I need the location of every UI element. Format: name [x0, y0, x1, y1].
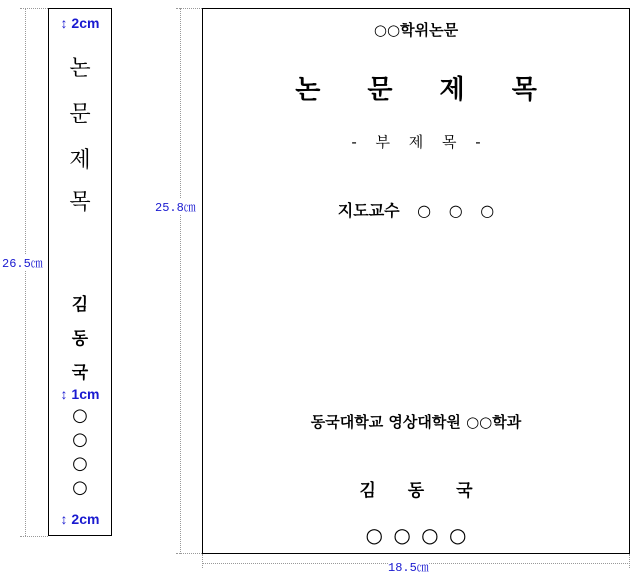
advisor-line: 지도교수 ○ ○ ○: [337, 201, 495, 220]
thesis-subtitle: - 부 제 목 -: [351, 133, 481, 151]
degree-label: ○○학위논문: [373, 21, 459, 39]
author-name: 김 동 국: [359, 481, 473, 501]
thesis-title: 논 문 제 목: [295, 75, 537, 105]
cover-height-label: 25.8㎝: [155, 198, 196, 215]
student-id-circles: ○ ○ ○ ○: [365, 523, 467, 547]
spine-circle: ○: [72, 429, 88, 450]
spine-bottom-margin-label: ↕ 2cm: [60, 511, 100, 527]
spine-name-char: 국: [71, 363, 89, 383]
spine-title-char: 논: [69, 56, 91, 81]
spine-name-char: 동: [71, 329, 89, 349]
spine-circle: ○: [72, 405, 88, 426]
school-line: 동국대학교 영상대학원 ○○학과: [310, 413, 522, 431]
book-cover: [202, 8, 630, 554]
spine-title-char: 제: [69, 148, 91, 173]
spine-title-char: 목: [69, 190, 91, 215]
cover-height-line: [180, 8, 181, 554]
book-spine: [48, 8, 112, 536]
cover-width-left-line: [202, 554, 203, 568]
spine-height-line: [25, 8, 26, 536]
spine-height-label: 26.5㎝: [2, 254, 43, 271]
cover-width-right-line: [629, 554, 630, 568]
spine-mid-margin-label: ↕ 1cm: [60, 386, 100, 402]
cover-width-label: 18.5㎝: [388, 558, 429, 575]
spine-circle: ○: [72, 477, 88, 498]
spine-circle: ○: [72, 453, 88, 474]
cover-height-bottom-line: [176, 553, 202, 554]
spine-height-bottom-line: [20, 536, 48, 537]
spine-title-char: 문: [69, 102, 91, 127]
spine-top-margin-label: ↕ 2cm: [60, 15, 100, 31]
spine-name-char: 김: [71, 295, 89, 315]
